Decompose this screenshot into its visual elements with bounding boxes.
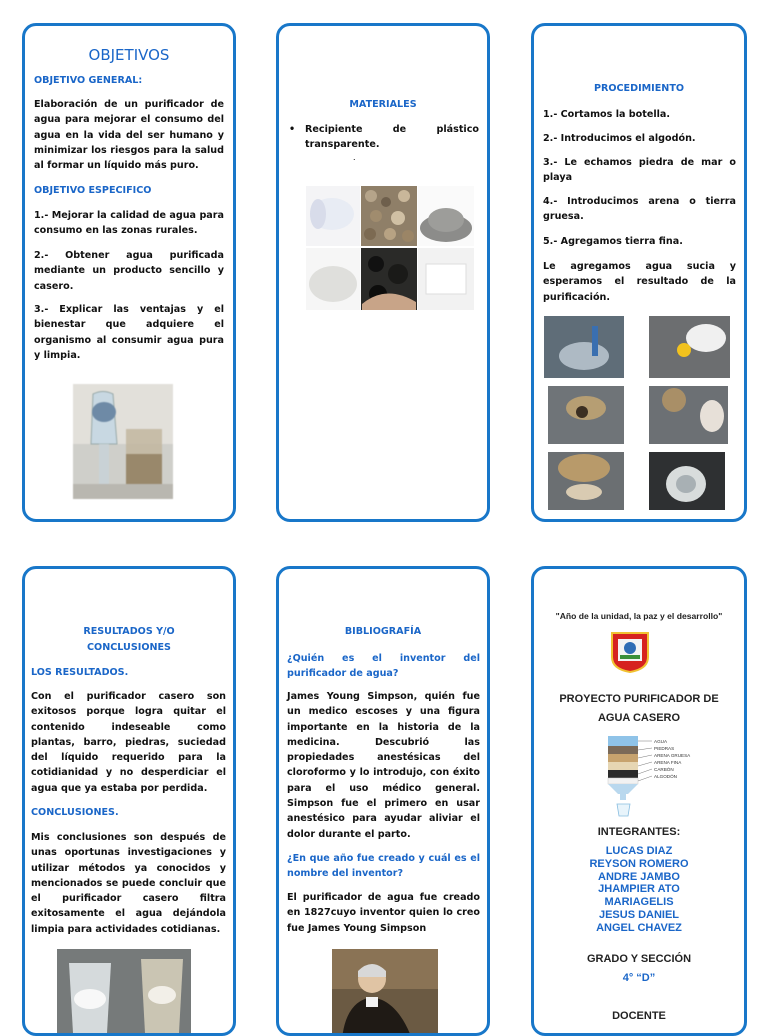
filter-diagram — [600, 734, 710, 818]
cut-bottle-photo — [544, 316, 624, 378]
materiales-title: MATERIALES — [349, 99, 417, 110]
material-item-text: Recipiente de plástico transparente. — [305, 124, 479, 151]
members-heading: INTEGRANTES: — [597, 826, 681, 838]
material-item — [289, 122, 479, 153]
grade-value: 4° “D” — [622, 972, 656, 984]
project-title-line2: AGUA CASERO — [597, 712, 681, 724]
materials-photo-grid — [306, 184, 474, 312]
objetivo-general-heading: OBJETIVO GENERAL: — [34, 75, 143, 86]
materiales-panel — [276, 23, 490, 522]
resultados-text: Con el purificador casero son exitosos porque logra quitar el contenido indeseable como plantas, barro, piedras, suciedad del líquido requerido para la cotidianidad y no desperdiciar el agua que ya estaba por perdida. — [31, 691, 226, 794]
procedimiento-panel — [531, 23, 747, 522]
procedimiento-step: 2.- Introducimos el algodón. — [543, 133, 696, 144]
procedimiento-step: 3.- Le echamos piedra de mar o playa — [543, 157, 736, 184]
diagram-label: ARENA GRUESA — [654, 753, 691, 758]
cotton-roll-image — [306, 186, 360, 246]
member-name: ANGEL CHAVEZ — [596, 921, 682, 934]
pebbles-image — [361, 186, 417, 246]
diagram-label: CARBÓN — [654, 767, 674, 772]
clean-water-photo — [57, 949, 191, 1036]
inventor-portrait — [332, 949, 438, 1036]
question-2: ¿En que año fue creado y cuál es el nombre del inventor? — [287, 853, 480, 880]
diagram-label: PIEDRAS — [654, 746, 675, 751]
cotton-pads-image — [418, 248, 474, 310]
teacher-heading: DOCENTE — [612, 1010, 666, 1022]
procedure-photo-grid — [544, 316, 740, 512]
objetivos-title: OBJETIVOS — [88, 46, 170, 64]
cover-panel — [531, 566, 747, 1036]
procedimiento-step: 1.- Cortamos la botella. — [543, 109, 671, 120]
resultados-heading: LOS RESULTADOS. — [31, 667, 129, 678]
diagram-label: ALGODÓN — [654, 774, 677, 779]
member-name: MARIAGELIS — [604, 896, 674, 909]
bibliografia-title: BIBLIOGRAFÍA — [344, 626, 422, 637]
diagram-label: AGUA — [654, 739, 668, 744]
objetivo-item: 1.- Mejorar la calidad de agua para consumo en las zonas rurales. — [34, 210, 224, 237]
project-title: PROYECTO PURIFICADOR DE — [559, 693, 719, 705]
fine-sand-image — [306, 248, 360, 310]
bullet-icon: • — [289, 124, 296, 135]
stones-hand-photo — [649, 386, 728, 444]
member-name: LUCAS DIAZ — [605, 845, 673, 857]
objetivo-general-text: Elaboración de un purificador de agua para mejorar el consumo del agua en la vida del ser humano y minimizar los riesgos para la salud al formar un líquido más puro. — [34, 99, 224, 172]
school-shield-icon — [610, 631, 650, 673]
objetivo-item: 2.- Obtener agua purificada mediante un producto sencillo y casero. — [34, 250, 224, 292]
procedimiento-step: Le agregamos agua sucia y esperamos el resultado de la purificación. — [543, 261, 736, 303]
members-list — [534, 845, 744, 935]
objetivo-item: 3.- Explicar las ventajas y el bienestar que adquiere el organismo al consumir agua pura y limpia. — [34, 304, 224, 361]
resultados-title: RESULTADOS Y/O — [83, 626, 175, 637]
resultados-title-line2: CONCLUSIONES — [87, 642, 171, 653]
objetivo-especifico-heading: OBJETIVO ESPECIFICO — [34, 185, 152, 196]
stray-dot: . — [353, 152, 356, 162]
member-name: JHAMPIER ATO — [598, 883, 680, 896]
conclusiones-heading: CONCLUSIONES. — [31, 807, 119, 818]
sand-photo — [548, 452, 624, 510]
stones-in-bottle-photo — [548, 386, 624, 444]
grade-heading: GRADO Y SECCIÓN — [586, 953, 692, 965]
purifier-bottle-photo — [73, 384, 173, 499]
member-name: JESUS DANIEL — [598, 908, 680, 921]
member-name: ANDRE JAMBO — [598, 870, 680, 883]
procedimiento-step: 4.- Introducimos arena o tierra gruesa. — [543, 196, 736, 223]
procedimiento-step: 5.- Agregamos tierra fina. — [543, 236, 683, 247]
diagram-label: ARENA FINA — [654, 760, 682, 765]
diagram-labels — [654, 738, 690, 780]
charcoal-image — [361, 248, 417, 310]
resultados-panel — [22, 566, 236, 1036]
member-name: REYSON ROMERO — [589, 857, 689, 870]
question-1: ¿Quién es el inventor del purificador de agua? — [287, 653, 480, 680]
objetivos-panel — [22, 23, 236, 522]
bibliografia-panel — [276, 566, 490, 1036]
fine-soil-photo — [649, 452, 725, 510]
procedimiento-title: PROCEDIMIENTO — [593, 83, 685, 94]
gravel-pile-image — [418, 186, 474, 246]
cotton-bottle-photo — [649, 316, 730, 378]
motto: "Año de la unidad, la paz y el desarrollo" — [555, 611, 723, 621]
conclusiones-text: Mis conclusiones son después de unas oportunas investigaciones y utilizar métodos ya conocidos y mencionados se puede concluir que el purificador casero filtra exitosamente el agua dejándola limpia para actividades cotidianas. — [31, 832, 226, 935]
answer-2: El purificador de agua fue creado en 1827cuyo inventor quien lo creo fue James Young Simpson — [287, 892, 480, 934]
answer-1: James Young Simpson, quién fue un medico escoses y una figura importante en la historia de la medicina. Descubrió las propiedades anestésicas del cloroformo y lo introdujo, con éxito para el uso médico general. Simpson fue el primero en usar anestésico para ayudar aliviar el dolor durante el parto. — [287, 691, 480, 840]
